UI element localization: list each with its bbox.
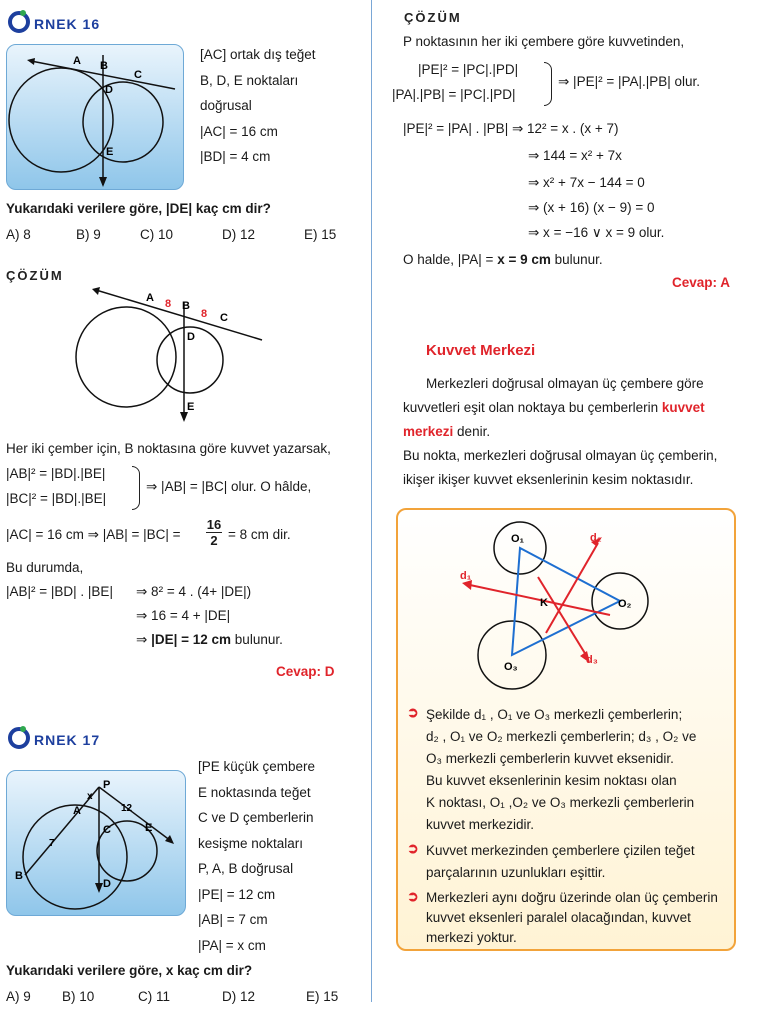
- sol17-conclusion: [403, 252, 603, 267]
- option-d[interactable]: D) 12: [222, 227, 256, 242]
- bullet-line: Şekilde d₁ , O₁ ve O₃ merkezli çemberlerin;: [426, 707, 683, 722]
- sol16-label-ab: 8: [165, 298, 172, 310]
- bullet-line: d₂ , O₁ ve O₂ merkezli çemberlerin; d₃ , O₂ ve: [426, 729, 697, 744]
- sol17-answer: Cevap: A: [672, 275, 731, 290]
- sol17-step1: |PE|² = |PA| . |PB| ⇒ 12² = x . (x + 7): [403, 121, 619, 136]
- bullet-line: kuvvet merkezidir.: [426, 817, 535, 832]
- option-e[interactable]: E) 15: [306, 989, 339, 1004]
- sol16-eq7: [136, 632, 283, 648]
- fig17-label-B: B: [15, 870, 23, 882]
- bullet-arrow-icon: ➲: [407, 704, 419, 720]
- kuvvet-heading: Kuvvet Merkezi: [426, 342, 536, 359]
- sol16-label-D: D: [187, 331, 195, 343]
- fig16-label-B: B: [100, 60, 108, 72]
- given-item: B, D, E noktaları: [200, 72, 299, 88]
- example-17-question: Yukarıdaki verilere göre, x kaç cm dir?: [6, 963, 253, 978]
- kuvvet-bullet-3: [426, 888, 718, 948]
- column-divider: [371, 0, 372, 1002]
- example-16-figure: [6, 44, 184, 190]
- fig16-label-A: A: [73, 55, 81, 67]
- given-item: C ve D çemberlerin: [198, 810, 314, 825]
- sol16-label-bc: 8: [201, 308, 208, 320]
- given-item: |BD| = 4 cm: [200, 149, 271, 164]
- sol16-line1: Her iki çember için, B noktasına göre kuvvet yazarsak,: [6, 441, 331, 456]
- sol17-eq-pe: |PE|² = |PC|.|PD|: [418, 62, 519, 77]
- sol16-eq5a: |AB|² = |BD| . |BE|: [6, 584, 113, 599]
- bullet-line: O₃ merkezli çemberlerin kuvvet eksenidir.: [426, 751, 674, 766]
- example-17-options: [6, 989, 356, 1007]
- kuvvet-term-1: kuvvet: [661, 400, 705, 415]
- given-item: E noktasında teğet: [198, 784, 311, 800]
- given-item: [PE küçük çembere: [198, 759, 316, 774]
- fig17-label-x: x: [87, 791, 93, 802]
- given-item: doğrusal: [200, 98, 252, 113]
- kuvvet-p2a: Bu nokta, merkezleri doğrusal olmayan üç çemberin,: [403, 448, 718, 463]
- kuvvet-term-2: merkezi: [403, 424, 454, 439]
- sol16-eq7-result: |DE| = 12 cm: [151, 632, 232, 647]
- given-item: kesişme noktaları: [198, 835, 304, 851]
- sol16-eq5b: ⇒ 8² = 4 . (4+ |DE|): [136, 584, 252, 599]
- kuvvet-label-d3: d₃: [586, 654, 598, 666]
- given-item: |AB| = 7 cm: [198, 912, 268, 927]
- bullet-line: Kuvvet merkezinden çemberlere çizilen teğet: [426, 843, 695, 858]
- kuvvet-p2b: ikişer ikişer kuvvet eksenlerinin kesim noktasıdır.: [403, 472, 694, 487]
- sol16-eq7-arrow: ⇒: [136, 632, 152, 647]
- example-o-icon: [6, 724, 34, 750]
- sol16-eq6: ⇒ 16 = 4 + |DE|: [136, 608, 231, 623]
- option-a[interactable]: A) 8: [6, 227, 31, 242]
- kuvvet-label-d2: d₂: [590, 532, 602, 544]
- solution-17-title: ÇÖZÜM: [404, 10, 462, 25]
- fig17-label-E: E: [145, 822, 153, 834]
- bullet-line: parçalarının uzunlukları eşittir.: [426, 865, 606, 880]
- option-b[interactable]: B) 9: [76, 227, 101, 242]
- given-item: P, A, B doğrusal: [198, 861, 294, 876]
- given-item: |AC| = 16 cm: [200, 123, 278, 139]
- brace: [132, 466, 140, 510]
- kuvvet-p1c: [403, 424, 490, 439]
- fraction: [206, 517, 222, 548]
- kuvvet-p1-tail: denir.: [453, 424, 491, 439]
- bullet-line: Merkezleri aynı doğru üzerinde olan üç çemberin: [426, 890, 718, 905]
- fig16-label-C: C: [134, 69, 142, 81]
- sol16-ac-result: = 8 cm dir.: [228, 527, 291, 542]
- solution-16-diagram: [70, 280, 270, 425]
- sol16-line4: Bu durumda,: [6, 560, 84, 575]
- example-16-title: RNEK 16: [34, 16, 101, 32]
- given-item: |PE| = 12 cm: [198, 886, 276, 902]
- sol17-step5: ⇒ x = −16 ∨ x = 9 olur.: [528, 225, 665, 240]
- sol17-line1: P noktasının her iki çembere göre kuvvetinden,: [403, 34, 685, 49]
- sol16-ac-line: |AC| = 16 cm ⇒ |AB| = |BC| =: [6, 527, 181, 542]
- sol16-eq-bc: |BC|² = |BD|.|BE|: [6, 491, 107, 506]
- example-16-question: Yukarıdaki verilere göre, |DE| kaç cm dir?: [6, 201, 271, 216]
- bullet-line: K noktası, O₁ ,O₂ ve O₃ merkezli çemberlerin: [426, 795, 695, 810]
- fraction-denominator: 2: [206, 532, 222, 548]
- option-d[interactable]: D) 12: [222, 989, 256, 1004]
- bullet-line: merkezi yoktur.: [426, 930, 517, 945]
- sol17-conclusion-tail: bulunur.: [550, 252, 603, 267]
- sol16-answer: Cevap: D: [276, 664, 335, 679]
- bullet-arrow-icon: ➲: [407, 840, 419, 856]
- option-a[interactable]: A) 9: [6, 989, 31, 1004]
- bullet-line: kuvvet eksenleri paralel olacağından, kuvvet: [426, 910, 691, 925]
- kuvvet-label-O2: O₂: [618, 598, 632, 610]
- bullet-line: Bu kuvvet eksenlerinin kesim noktası olan: [426, 773, 677, 788]
- kuvvet-label-d1: d₁: [460, 570, 472, 582]
- option-e[interactable]: E) 15: [304, 227, 337, 242]
- example-17-givens: [198, 754, 315, 958]
- example-16-givens: [200, 42, 316, 170]
- fig17-label-P: P: [103, 779, 111, 791]
- given-item: |PA| = x cm: [198, 937, 266, 953]
- example-17-figure: [6, 770, 186, 916]
- sol16-eq7-tail: bulunur.: [231, 632, 283, 647]
- sol17-step2: ⇒ 144 = x² + 7x: [528, 148, 622, 163]
- sol17-step3: ⇒ x² + 7x − 144 = 0: [528, 175, 645, 190]
- example-16-header: [6, 8, 34, 37]
- sol17-eq-pa: |PA|.|PB| = |PC|.|PD|: [392, 87, 516, 102]
- example-16-options: [6, 227, 356, 245]
- kuvvet-label-O3: O₃: [504, 661, 518, 673]
- fig17-label-12: 12: [121, 803, 133, 814]
- kuvvet-bullet-2: [426, 840, 695, 884]
- given-item: [AC] ortak dış teğet: [200, 47, 316, 62]
- fig17-label-D: D: [103, 878, 111, 890]
- sol17-step4: ⇒ (x + 16) (x − 9) = 0: [528, 200, 655, 215]
- option-b[interactable]: B) 10: [62, 989, 95, 1004]
- example-17-title: RNEK 17: [34, 732, 101, 748]
- sol16-label-A: A: [146, 292, 154, 304]
- sol16-eq-ab: |AB|² = |BD|.|BE|: [6, 466, 106, 481]
- example-o-icon: [6, 8, 34, 34]
- kuvvet-bullet-1: [426, 704, 696, 836]
- sol16-label-C: C: [220, 312, 228, 324]
- kuvvet-label-O1: O₁: [511, 533, 525, 545]
- sol17-conclusion-text: O halde, |PA| =: [403, 252, 498, 267]
- kuvvet-label-K: K: [540, 597, 548, 609]
- solution-16-title: ÇÖZÜM: [6, 268, 64, 283]
- example-17-diagram: [7, 771, 187, 917]
- fig16-label-D: D: [105, 84, 113, 96]
- kuvvet-p1b: [403, 400, 705, 415]
- kuvvet-p1a: Merkezleri doğrusal olmayan üç çembere göre: [426, 376, 704, 391]
- sol17-result: ⇒ |PE|² = |PA|.|PB| olur.: [558, 74, 701, 89]
- bullet-arrow-icon: ➲: [407, 888, 419, 904]
- fig17-label-A: A: [73, 805, 81, 817]
- example-16-diagram: [7, 45, 185, 191]
- option-c[interactable]: C) 11: [138, 989, 171, 1004]
- fraction-numerator: 16: [206, 517, 222, 532]
- kuvvet-diagram: [450, 515, 680, 695]
- sol16-label-B: B: [182, 300, 190, 312]
- option-c[interactable]: C) 10: [140, 227, 174, 242]
- kuvvet-p1b-text: kuvvetleri eşit olan noktaya bu çemberlerin: [403, 400, 659, 415]
- example-17-header: [6, 724, 34, 753]
- sol17-conclusion-value: x = 9 cm: [497, 252, 551, 267]
- fig17-label-C: C: [103, 824, 111, 836]
- fig16-label-E: E: [106, 146, 114, 158]
- brace: [544, 62, 552, 106]
- fig17-label-7: 7: [49, 838, 55, 849]
- sol16-label-E: E: [187, 401, 195, 413]
- sol16-result: ⇒ |AB| = |BC| olur. O hâlde,: [146, 479, 312, 494]
